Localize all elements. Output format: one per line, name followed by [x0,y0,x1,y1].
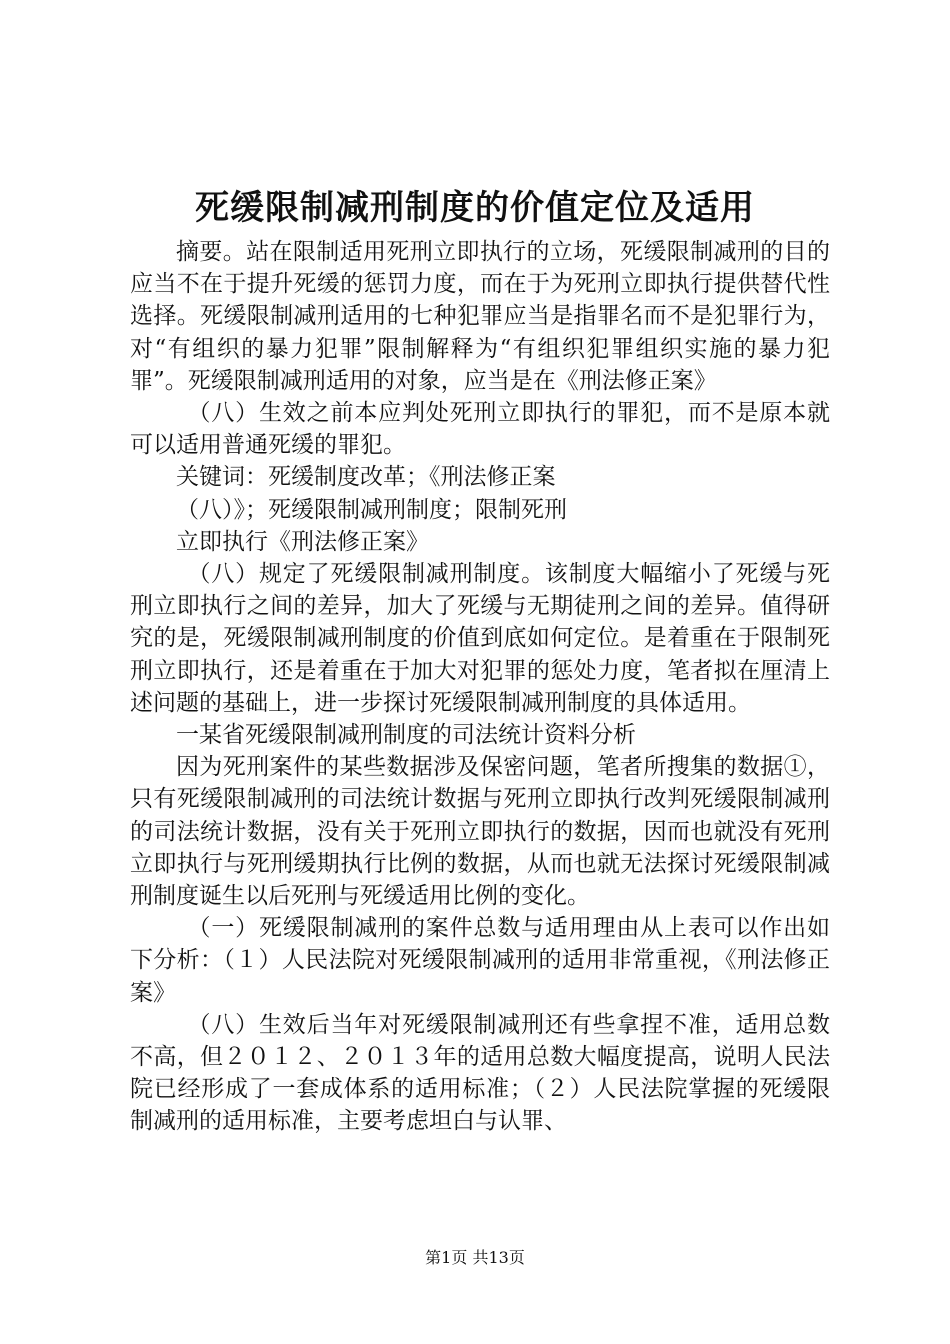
paragraph: 立即执行《刑法修正案》 [176,528,429,555]
paragraph-keywords: 关键词：死缓制度改革；《刑法修正案 [176,464,556,491]
paragraph: （八）》；死缓限制减刑制度；限制死刑 [176,496,567,523]
paragraph: （一）死缓限制减刑的案件总数与适用理由从上表可以作出如下分析：（１）人民法院对死缓限制减刑的适用非常重视，《刑法修正案》 [130,915,830,1006]
paragraph: （八）规定了死缓限制减刑制度。该制度大幅缩小了死缓与死刑立即执行之间的差异，加大了死缓与无期徒刑之间的差异。值得研究的是，死缓限制减刑制度的价值到底如何定位。是着重在于限制死刑立即执行，还是着重在于加大对犯罪的惩处力度，笔者拟在厘清上述问题的基础上，进一步探讨死缓限制减刑制度的具体适用。 [130,561,830,716]
paragraph: （八）生效之前本应判处死刑立即执行的罪犯，而不是原本就可以适用普通死缓的罪犯。 [130,400,830,459]
section-heading: 一某省死缓限制减刑制度的司法统计资料分析 [176,722,636,749]
page-footer [0,1247,950,1269]
paragraph: （八）生效后当年对死缓限制减刑还有些拿捏不准，适用总数不高，但２０１２、２０１３年的适用总数大幅度提高，说明人民法院已经形成了一套成体系的适用标准；（２）人民法院掌握的死缓限制减刑的适用标准，主要考虑坦白与认罪、 [130,1011,830,1135]
document-title: 死缓限制减刑制度的价值定位及适用 [195,188,755,228]
paragraph-abstract: 摘要。站在限制适用死刑立即执行的立场，死缓限制减刑的目的应当不在于提升死缓的惩罚力度，而在于为死刑立即执行提供替代性选择。死缓限制减刑适用的七种犯罪应当是指罪名而不是犯罪行为，对“有组织的暴力犯罪”限制解释为“有组织犯罪组织实施的暴力犯罪”。死缓限制减刑适用的对象，应当是在《刑法修正案》 [130,239,830,394]
page-total: 共13页 [472,1248,525,1267]
paragraph: 因为死刑案件的某些数据涉及保密问题，笔者所搜集的数据①，只有死缓限制减刑的司法统计数据与死刑立即执行改判死缓限制减刑的司法统计数据，没有关于死刑立即执行的数据，因而也就没有死刑立即执行与死刑缓期执行比例的数据，从而也就无法探讨死缓限制减刑制度诞生以后死刑与死缓适用比例的变化。 [130,754,830,910]
page-number: 第1页 [425,1248,468,1267]
document-body [130,236,830,1138]
